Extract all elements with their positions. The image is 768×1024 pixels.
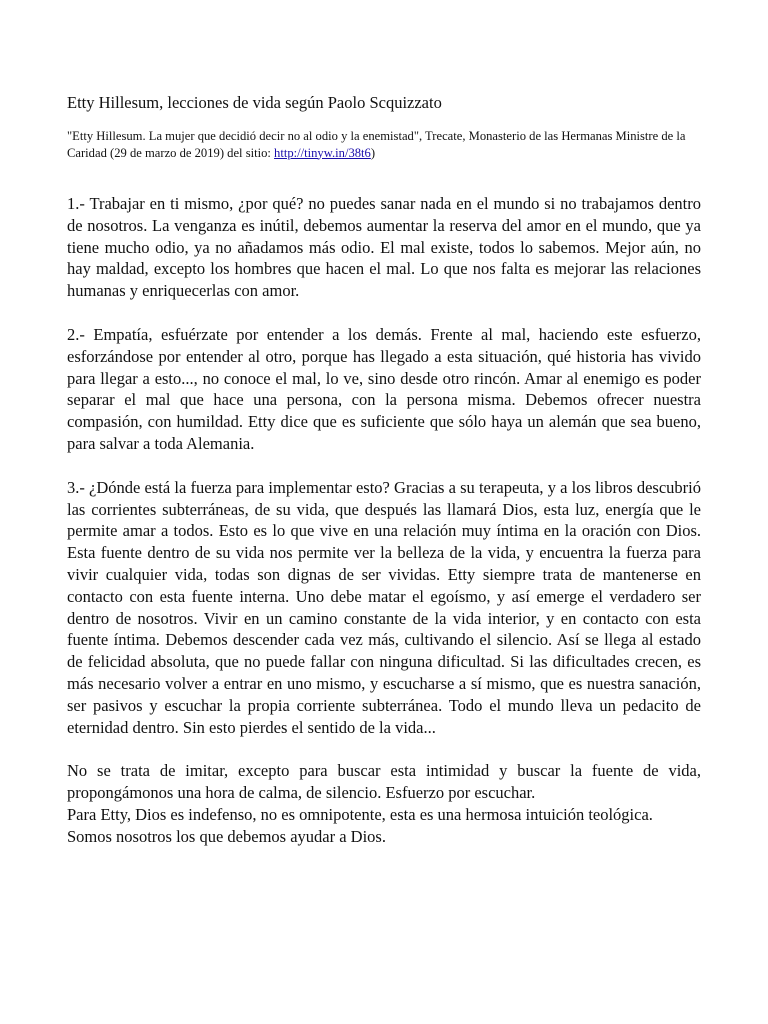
source-citation-text: "Etty Hillesum. La mujer que decidió decir no al odio y la enemistad", Trecate, Monasterio de las Hermanas Ministre de la Caridad (29 de marzo de 2019) del sitio:: [67, 129, 686, 160]
paragraph-3: 3.- ¿Dónde está la fuerza para implementar esto? Gracias a su terapeuta, y a los libros descubrió las corrientes subterráneas, de su vida, que después las llamará Dios, esta luz, energía que le permite amar a todos. Esto es lo que vive en una relación muy íntima en la oración con Dios. Esta fuente dentro de su vida nos permite ver la belleza de la vida, y encuentra la fuerza para vivir cualquier vida, todas son dignas de ser vividas. Etty siempre trata de mantenerse en contacto con esta fuente interna. Uno debe matar el egoísmo, y así emerge el verdadero ser dentro de nosotros. Vivir en un camino constante de la vida interior, y en contacto con esta fuente íntima. Debemos descender cada vez más, cultivando el silencio. Así se llega al estado de felicidad absoluta, que no puede fallar con ninguna dificultad. Si las dificultades crecen, es más necesario volver a entrar en uno mismo, y escucharse a sí mismo, que es nuestra sanación, ser pasivos y escuchar la propia corriente subterránea. Todo el mundo lleva un pedacito de eternidad dentro. Sin esto pierdes el sentido de la vida...: [67, 477, 701, 737]
source-citation-close: ): [370, 145, 376, 160]
source-link[interactable]: http://tinyw.in/38t6: [274, 145, 371, 160]
paragraph-2: 2.- Empatía, esfuérzate por entender a los demás. Frente al mal, haciendo este esfuerzo, esforzándose por entender al otro, porque has llegado a esta situación, qué historia has vivido para llegar a esto..., no conoce el mal, lo ve, sino desde otro rincón. Amar al enemigo es poder separar el mal que hace una persona, con la persona misma. Debemos ofrecer nuestra compasión, con humildad. Etty dice que es suficiente que sólo haya un alemán que sea bueno, para salvar a toda Alemania.: [67, 324, 701, 453]
paragraph-5: Para Etty, Dios es indefenso, no es omnipotente, esta es una hermosa intuición teológica. Somos nosotros los que debemos ayudar a Dios.: [67, 804, 653, 846]
paragraph-1: 1.- Trabajar en ti mismo, ¿por qué? no puedes sanar nada en el mundo si no trabajamos dentro de nosotros. La venganza es inútil, debemos aumentar la reserva del amor en el mundo, que ya tiene mucho odio, ya no añadamos más odio. El mal existe, todos lo sabemos. Mejor aún, no hay maldad, excepto los hombres que hacen el mal. Lo que nos falta es mejorar las relaciones humanas y enriquecerlas con amor.: [67, 194, 701, 301]
paragraph-4: No se trata de imitar, excepto para buscar esta intimidad y buscar la fuente de vida, propongámonos una hora de calma, de silencio. Esfuerzo por escuchar.: [67, 761, 701, 803]
document-page: [67, 92, 701, 870]
document-title: Etty Hillesum, lecciones de vida según Paolo Scquizzato: [67, 93, 442, 112]
source-citation: [67, 128, 701, 161]
